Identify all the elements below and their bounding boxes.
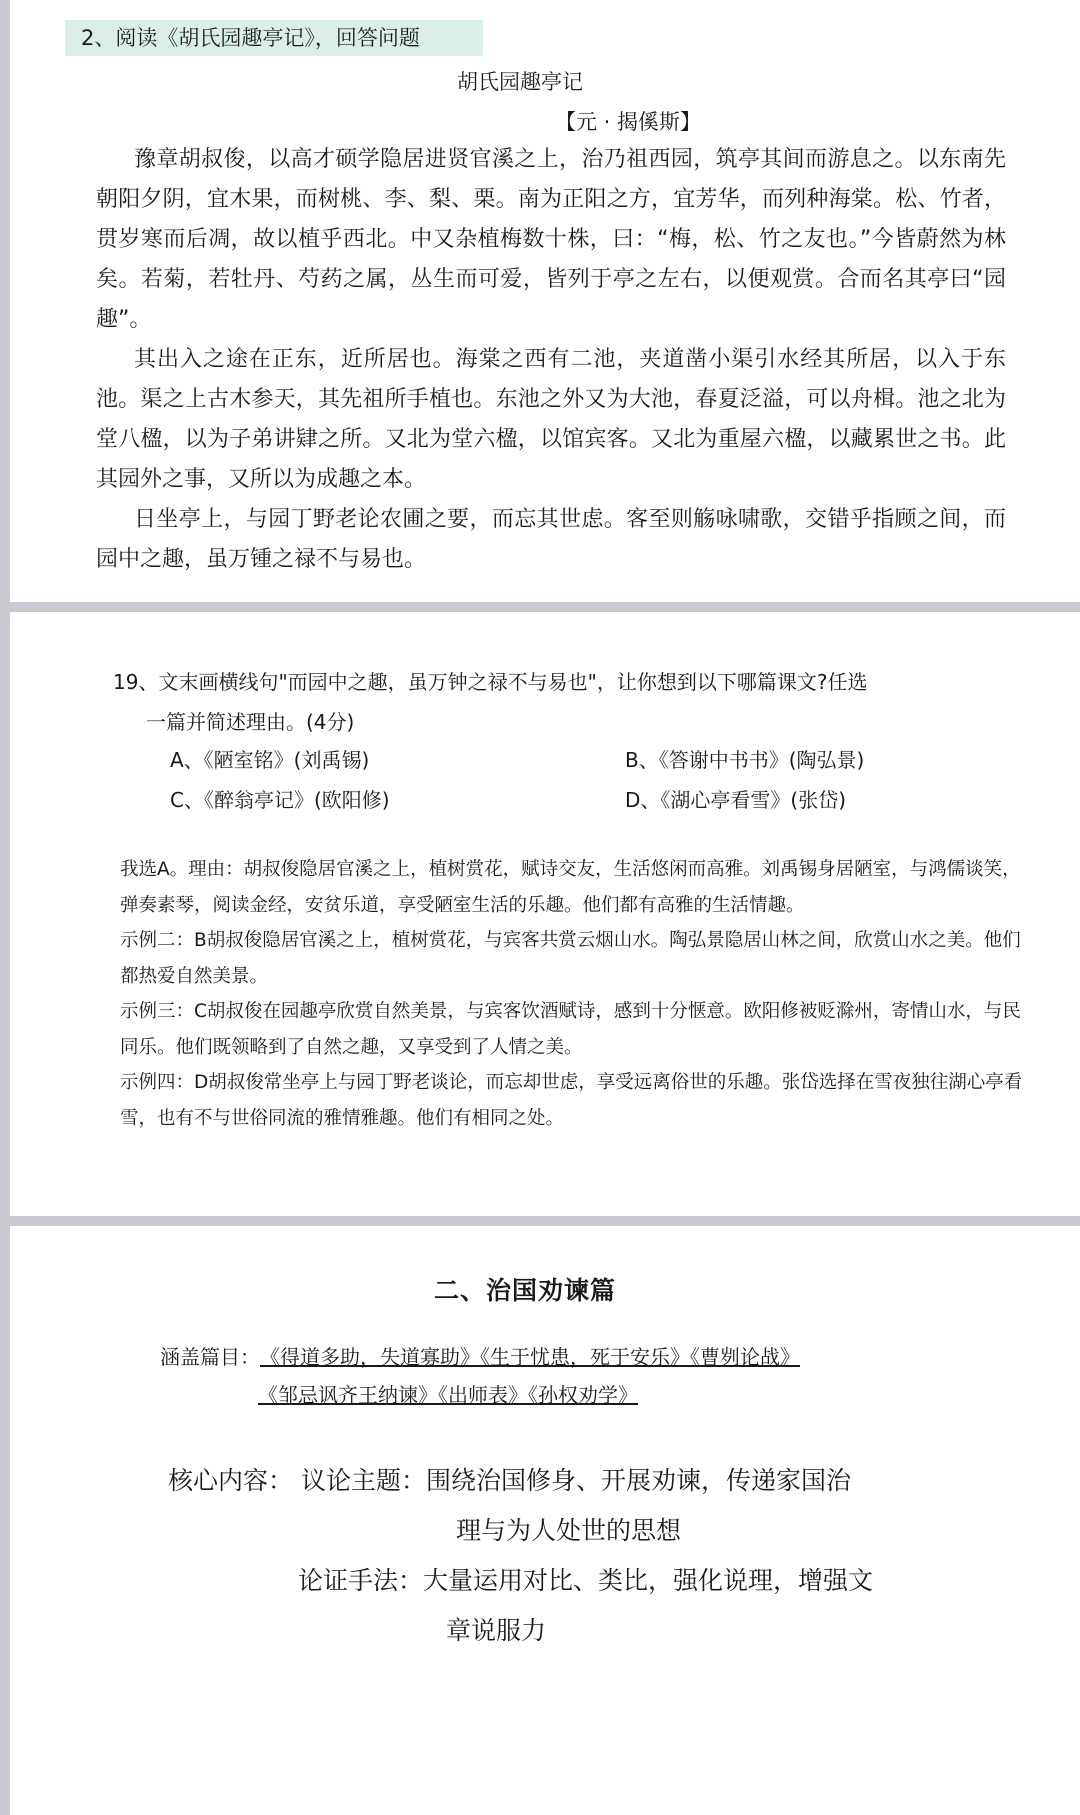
covered-articles-line2: 《邹忌讽齐王纳谏》《出师表》《孙权劝学》	[258, 1383, 638, 1407]
method-text-1: 大量运用对比、类比，强化说理，增强文	[423, 1566, 874, 1595]
section-two-panel	[10, 1226, 1080, 1815]
question-19-prompt	[113, 662, 1003, 742]
answer-options	[170, 740, 930, 820]
sample-answer: 示例二：B胡叔俊隐居官溪之上，植树赏花，与宾客共赏云烟山水。陶弘景隐居山林之间，欣赏山水之美。他们都热爱自然美景。	[120, 930, 1021, 987]
covered-articles-label: 涵盖篇目：	[160, 1345, 260, 1369]
passage-paragraph: 豫章胡叔俊，以高才硕学隐居进贤官溪之上，治乃祖西园，筑亭其间而游息之。以东南先朝阳夕阴，宜木果，而树桃、李、梨、栗。南为正阳之方，宜芳华，而列种海棠。松、竹者，贯岁寒而后凋，故以植乎西北。中又杂植梅数十株，曰：“梅，松、竹之友也。”今皆蔚然为林矣。若菊，若牡丹、芍药之属，丛生而可爱，皆列于亭之左右，以便观赏。合而名其亭曰“园趣”。	[96, 147, 1006, 332]
option-d: D、《湖心亭看雪》(张岱)	[625, 788, 847, 812]
theme-text-1: 围绕治国修身、开展劝谏，传递家国治	[425, 1466, 851, 1495]
passage-author: 【元 · 揭傒斯】	[554, 110, 702, 134]
sample-answer: 示例四：D胡叔俊常坐亭上与园丁野老谈论，而忘却世虑，享受远离俗世的乐趣。张岱选择在雪夜独往湖心亭看雪，也有不与世俗同流的雅情雅趣。他们有相同之处。	[120, 1072, 1023, 1129]
theme-label: 议论主题：	[300, 1466, 426, 1495]
core-content-label: 核心内容：	[168, 1466, 294, 1495]
option-a: A、《陋室铭》(刘禹锡)	[170, 748, 370, 772]
question-header: 2、阅读《胡氏园趣亭记》，回答问题	[65, 20, 483, 56]
question-19-line1: 19、文末画横线句"而园中之趣，虽万钟之禄不与易也"，让你想到以下哪篇课文?任选	[113, 670, 868, 694]
reading-passage-panel	[10, 0, 1080, 602]
theme-text-2: 理与为人处世的思想	[456, 1516, 682, 1545]
method-label: 论证手法：	[298, 1566, 424, 1595]
core-content	[168, 1456, 988, 1656]
option-c: C、《醉翁亭记》(欧阳修)	[170, 788, 390, 812]
sample-answer: 我选A。理由：胡叔俊隐居官溪之上，植树赏花，赋诗交友，生活悠闲而高雅。刘禹锡身居陋室，与鸿儒谈笑，弹奏素琴，阅读金经，安贫乐道，享受陋室生活的乐趣。他们都有高雅的生活情趣。	[120, 859, 1021, 916]
covered-articles	[160, 1338, 800, 1414]
passage-paragraph: 日坐亭上，与园丁野老论农圃之要，而忘其世虑。客至则觞咏啸歌，交错乎指顾之间，而园中之趣，虽万锺之禄不与易也。	[96, 507, 1006, 572]
covered-articles-line1: 《得道多助，失道寡助》《生于忧患，死于安乐》《曹刿论战》	[260, 1345, 800, 1369]
sample-answers	[120, 852, 1030, 1136]
passage-title: 胡氏园趣亭记	[457, 70, 583, 94]
sample-answer: 示例三：C胡叔俊在园趣亭欣赏自然美景，与宾客饮酒赋诗，感到十分惬意。欧阳修被贬滁州，寄情山水，与民同乐。他们既领略到了自然之趣，又享受到了人情之美。	[120, 1001, 1021, 1058]
question-19-panel	[10, 612, 1080, 1216]
question-19-line2: 一篇并简述理由。(4分)	[146, 710, 355, 734]
method-text-2: 章说服力	[446, 1616, 547, 1645]
passage-body	[96, 140, 1006, 580]
option-b: B、《答谢中书书》(陶弘景)	[625, 748, 865, 772]
passage-paragraph: 其出入之途在正东，近所居也。海棠之西有二池，夹道凿小渠引水经其所居，以入于东池。渠之上古木参天，其先祖所手植也。东池之外又为大池，春夏泛溢，可以舟楫。池之北为堂八楹，以为子弟讲肄之所。又北为堂六楹，以馆宾客。又北为重屋六楹，以藏累世之书。此其园外之事，又所以为成趣之本。	[96, 347, 1006, 492]
section-title: 二、治国劝谏篇	[433, 1276, 616, 1305]
